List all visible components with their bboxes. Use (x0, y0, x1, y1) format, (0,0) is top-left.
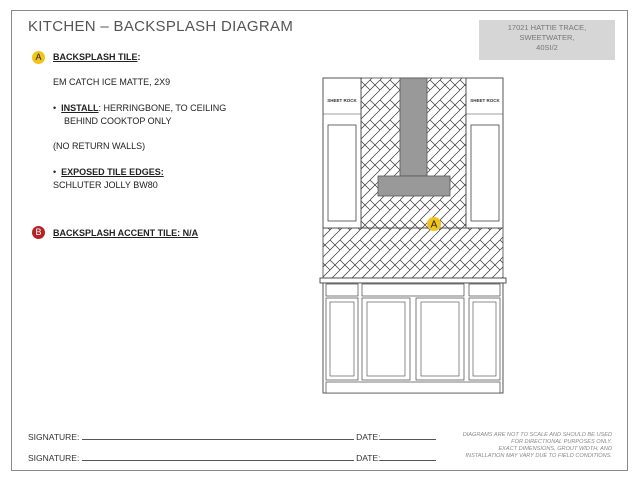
signature-input[interactable] (82, 452, 354, 461)
signature-label: SIGNATURE: (28, 453, 80, 463)
no-return-note: (NO RETURN WALLS) (53, 141, 146, 151)
signature-input[interactable] (82, 431, 354, 440)
edges-value: SCHLUTER JOLLY BW80 (53, 180, 158, 190)
marker-a-badge: A (32, 51, 45, 64)
disclaimer-line-1: DIAGRAMS ARE NOT TO SCALE AND SHOULD BE USED (462, 432, 612, 438)
backsplash-tile-heading-colon: : (137, 52, 141, 62)
install-text-2: BEHIND COOKTOP ONLY (64, 116, 172, 126)
bullet: • (53, 103, 57, 113)
drawer-right (469, 284, 500, 296)
date-label: DATE: (356, 453, 381, 463)
backsplash-tile-heading-text: BACKSPLASH TILE (53, 52, 138, 62)
drawer-center (362, 284, 464, 296)
sheet-rock-label-right: SHEET ROCK (470, 98, 500, 103)
install-text: : HERRINGBONE, TO CEILING (98, 103, 227, 113)
countertop (320, 278, 506, 283)
sheet-rock-label-left: SHEET ROCK (327, 98, 357, 103)
right-upper-cabinet-door (471, 125, 499, 221)
edges-label: EXPOSED TILE EDGES: (61, 167, 164, 177)
range-hood-chimney (400, 78, 427, 176)
page-title: KITCHEN – BACKSPLASH DIAGRAM (28, 18, 294, 35)
signature-label: SIGNATURE: (28, 432, 80, 442)
accent-tile-heading: BACKSPLASH ACCENT TILE: N/A (53, 228, 199, 238)
date-input[interactable] (380, 431, 436, 440)
date-input[interactable] (380, 452, 436, 461)
range-hood (378, 176, 450, 196)
toe-kick (326, 382, 500, 393)
tile-product: EM CATCH ICE MATTE, 2X9 (53, 77, 171, 87)
address-line-1: 17021 HATTIE TRACE, (507, 23, 587, 32)
address-line-3: 40SI/2 (536, 43, 558, 52)
signature-row-2 (28, 452, 436, 463)
date-label: DATE: (356, 432, 381, 442)
marker-b-badge: B (32, 226, 45, 239)
install-label: INSTALL (61, 103, 99, 113)
bullet: • (53, 167, 57, 177)
drawer-left (326, 284, 358, 296)
herringbone-lower-tile (323, 228, 503, 278)
left-upper-cabinet-door (328, 125, 356, 221)
disclaimer-line-4: INSTALLATION MAY VARY DUE TO FIELD CONDITIONS. (465, 453, 612, 459)
disclaimer-line-2: FOR DIRECTIONAL PURPOSES ONLY. (511, 439, 612, 445)
tile-marker-a-label: A (430, 219, 438, 231)
disclaimer-line-3: EXACT DIMENSIONS, GROUT WIDTH, AND (498, 446, 612, 452)
address-line-2: SWEETWATER, (519, 33, 575, 42)
disclaimer (462, 432, 612, 460)
signature-row-1 (28, 431, 436, 442)
